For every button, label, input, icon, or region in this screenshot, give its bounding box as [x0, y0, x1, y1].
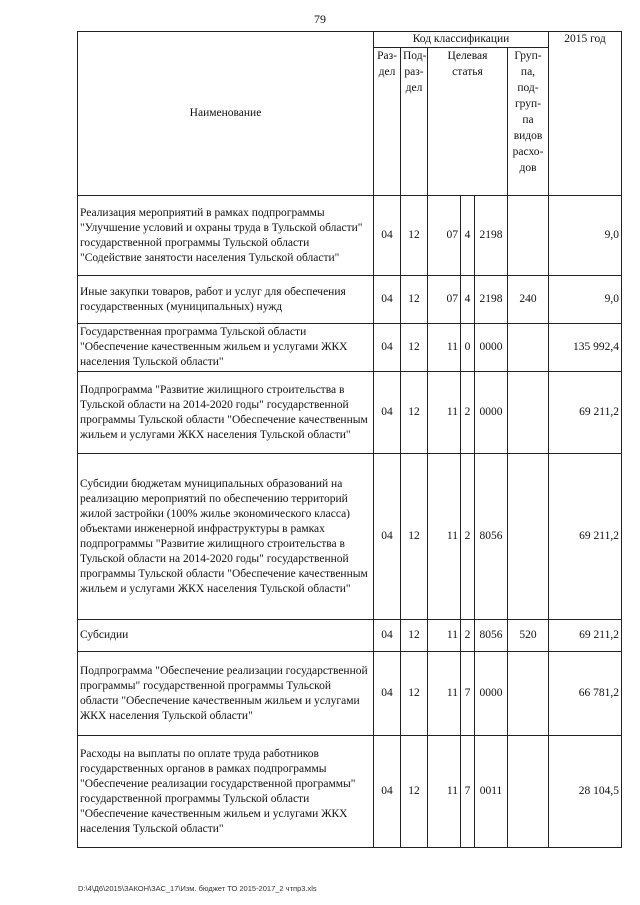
header-year: 2015 год	[549, 32, 622, 196]
header-tselevaya	[428, 48, 508, 196]
row-ts1: 11	[428, 736, 461, 848]
row-vid	[508, 196, 549, 276]
row-podrazdel: 12	[401, 454, 428, 620]
budget-table	[77, 31, 622, 848]
row-name: Субсидии	[78, 620, 374, 652]
row-podrazdel: 12	[401, 620, 428, 652]
row-ts3: 0000	[475, 324, 508, 372]
row-ts1: 07	[428, 276, 461, 324]
page-number: 79	[314, 12, 326, 26]
row-ts1: 11	[428, 652, 461, 736]
row-razdel: 04	[374, 620, 401, 652]
row-vid	[508, 454, 549, 620]
header-gruppa	[508, 48, 549, 196]
row-name: Иные закупки товаров, работ и услуг для обеспечения государственных (муниципальных) нужд	[78, 276, 374, 324]
file-path-footer: D:\4\Д6\2015\ЗАКОН\ЗАС_17\Изм. бюджет ТО 2015-2017_2 чтпр3.xls	[78, 884, 317, 893]
row-amount: 69 211,2	[549, 454, 622, 620]
row-name: Государственная программа Тульской области "Обеспечение качественным жильем и услугами ЖКХ населения Тульской области"	[78, 324, 374, 372]
table-row	[78, 454, 622, 620]
row-razdel: 04	[374, 196, 401, 276]
row-vid	[508, 736, 549, 848]
row-podrazdel: 12	[401, 652, 428, 736]
row-podrazdel: 12	[401, 324, 428, 372]
row-podrazdel: 12	[401, 372, 428, 454]
row-podrazdel: 12	[401, 196, 428, 276]
table-row	[78, 372, 622, 454]
row-razdel: 04	[374, 276, 401, 324]
header-razdel-label: Раз- дел	[377, 50, 397, 78]
row-ts2: 7	[461, 736, 475, 848]
row-ts1: 11	[428, 620, 461, 652]
row-ts1: 11	[428, 454, 461, 620]
row-amount: 135 992,4	[549, 324, 622, 372]
row-ts2: 2	[461, 372, 475, 454]
row-razdel: 04	[374, 454, 401, 620]
row-podrazdel: 12	[401, 736, 428, 848]
header-podrazdel-label: Под- раз- дел	[403, 50, 427, 94]
row-ts3: 0000	[475, 652, 508, 736]
row-ts2: 2	[461, 454, 475, 620]
header-razdel	[374, 48, 401, 196]
row-name: Расходы на выплаты по оплате труда работников государственных органов в рамках подпрограммы "Обеспечение реализации государственной программы" государственной программы Тульской области "Обеспечение качественным жильем и услугами ЖКХ населения Тульской области"	[78, 736, 374, 848]
row-ts2: 7	[461, 652, 475, 736]
row-name: Реализация мероприятий в рамках подпрограммы "Улучшение условий и охраны труда в Тульской области" государственной программы Тульской области "Содействие занятости населения Тульской области"	[78, 196, 374, 276]
row-ts3: 2198	[475, 196, 508, 276]
row-amount: 69 211,2	[549, 620, 622, 652]
table-header	[78, 32, 622, 196]
row-ts3: 0000	[475, 372, 508, 454]
row-ts2: 4	[461, 276, 475, 324]
row-razdel: 04	[374, 324, 401, 372]
row-ts2: 0	[461, 324, 475, 372]
row-amount: 9,0	[549, 196, 622, 276]
table-body	[78, 196, 622, 848]
header-code-group: Код классификации	[374, 32, 549, 48]
row-vid	[508, 372, 549, 454]
row-ts3: 0011	[475, 736, 508, 848]
table-row	[78, 652, 622, 736]
row-ts3: 2198	[475, 276, 508, 324]
row-ts1: 07	[428, 196, 461, 276]
header-name: Наименование	[78, 32, 374, 196]
header-tselevaya-label: Целевая статья	[447, 50, 488, 78]
row-razdel: 04	[374, 736, 401, 848]
table-row	[78, 276, 622, 324]
row-name: Подпрограмма "Развитие жилищного строительства в Тульской области на 2014-2020 годы" государственной программы Тульской области "Обеспечение качественным жильем и услугами ЖКХ населения Тульской области"	[78, 372, 374, 454]
header-podrazdel	[401, 48, 428, 196]
row-vid	[508, 652, 549, 736]
row-ts1: 11	[428, 324, 461, 372]
table-row	[78, 196, 622, 276]
header-gruppa-label: Груп- па, под- груп- па видов расхо- дов	[512, 50, 544, 174]
row-ts3: 8056	[475, 620, 508, 652]
row-amount: 9,0	[549, 276, 622, 324]
row-vid	[508, 324, 549, 372]
row-name: Подпрограмма "Обеспечение реализации государственной программы" государственной программы Тульской области "Обеспечение качественным жильем и услугами ЖКХ населения Тульской области"	[78, 652, 374, 736]
row-razdel: 04	[374, 652, 401, 736]
row-amount: 28 104,5	[549, 736, 622, 848]
row-podrazdel: 12	[401, 276, 428, 324]
row-name: Субсидии бюджетам муниципальных образований на реализацию мероприятий по обеспечению территорий жилой застройки (100% жилье экономического класса) объектами инженерной инфраструктуры в рамках подпрограммы "Развитие жилищного строительства в Тульской области на 2014-2020 годы" государственной программы Тульской области "Обеспечение качественным жильем и услугами ЖКХ населения Тульской области"	[78, 454, 374, 620]
row-ts2: 4	[461, 196, 475, 276]
row-ts3: 8056	[475, 454, 508, 620]
table-row	[78, 324, 622, 372]
row-ts1: 11	[428, 372, 461, 454]
table-row	[78, 736, 622, 848]
row-amount: 66 781,2	[549, 652, 622, 736]
row-ts2: 2	[461, 620, 475, 652]
row-amount: 69 211,2	[549, 372, 622, 454]
row-razdel: 04	[374, 372, 401, 454]
row-vid: 240	[508, 276, 549, 324]
row-vid: 520	[508, 620, 549, 652]
table-row	[78, 620, 622, 652]
